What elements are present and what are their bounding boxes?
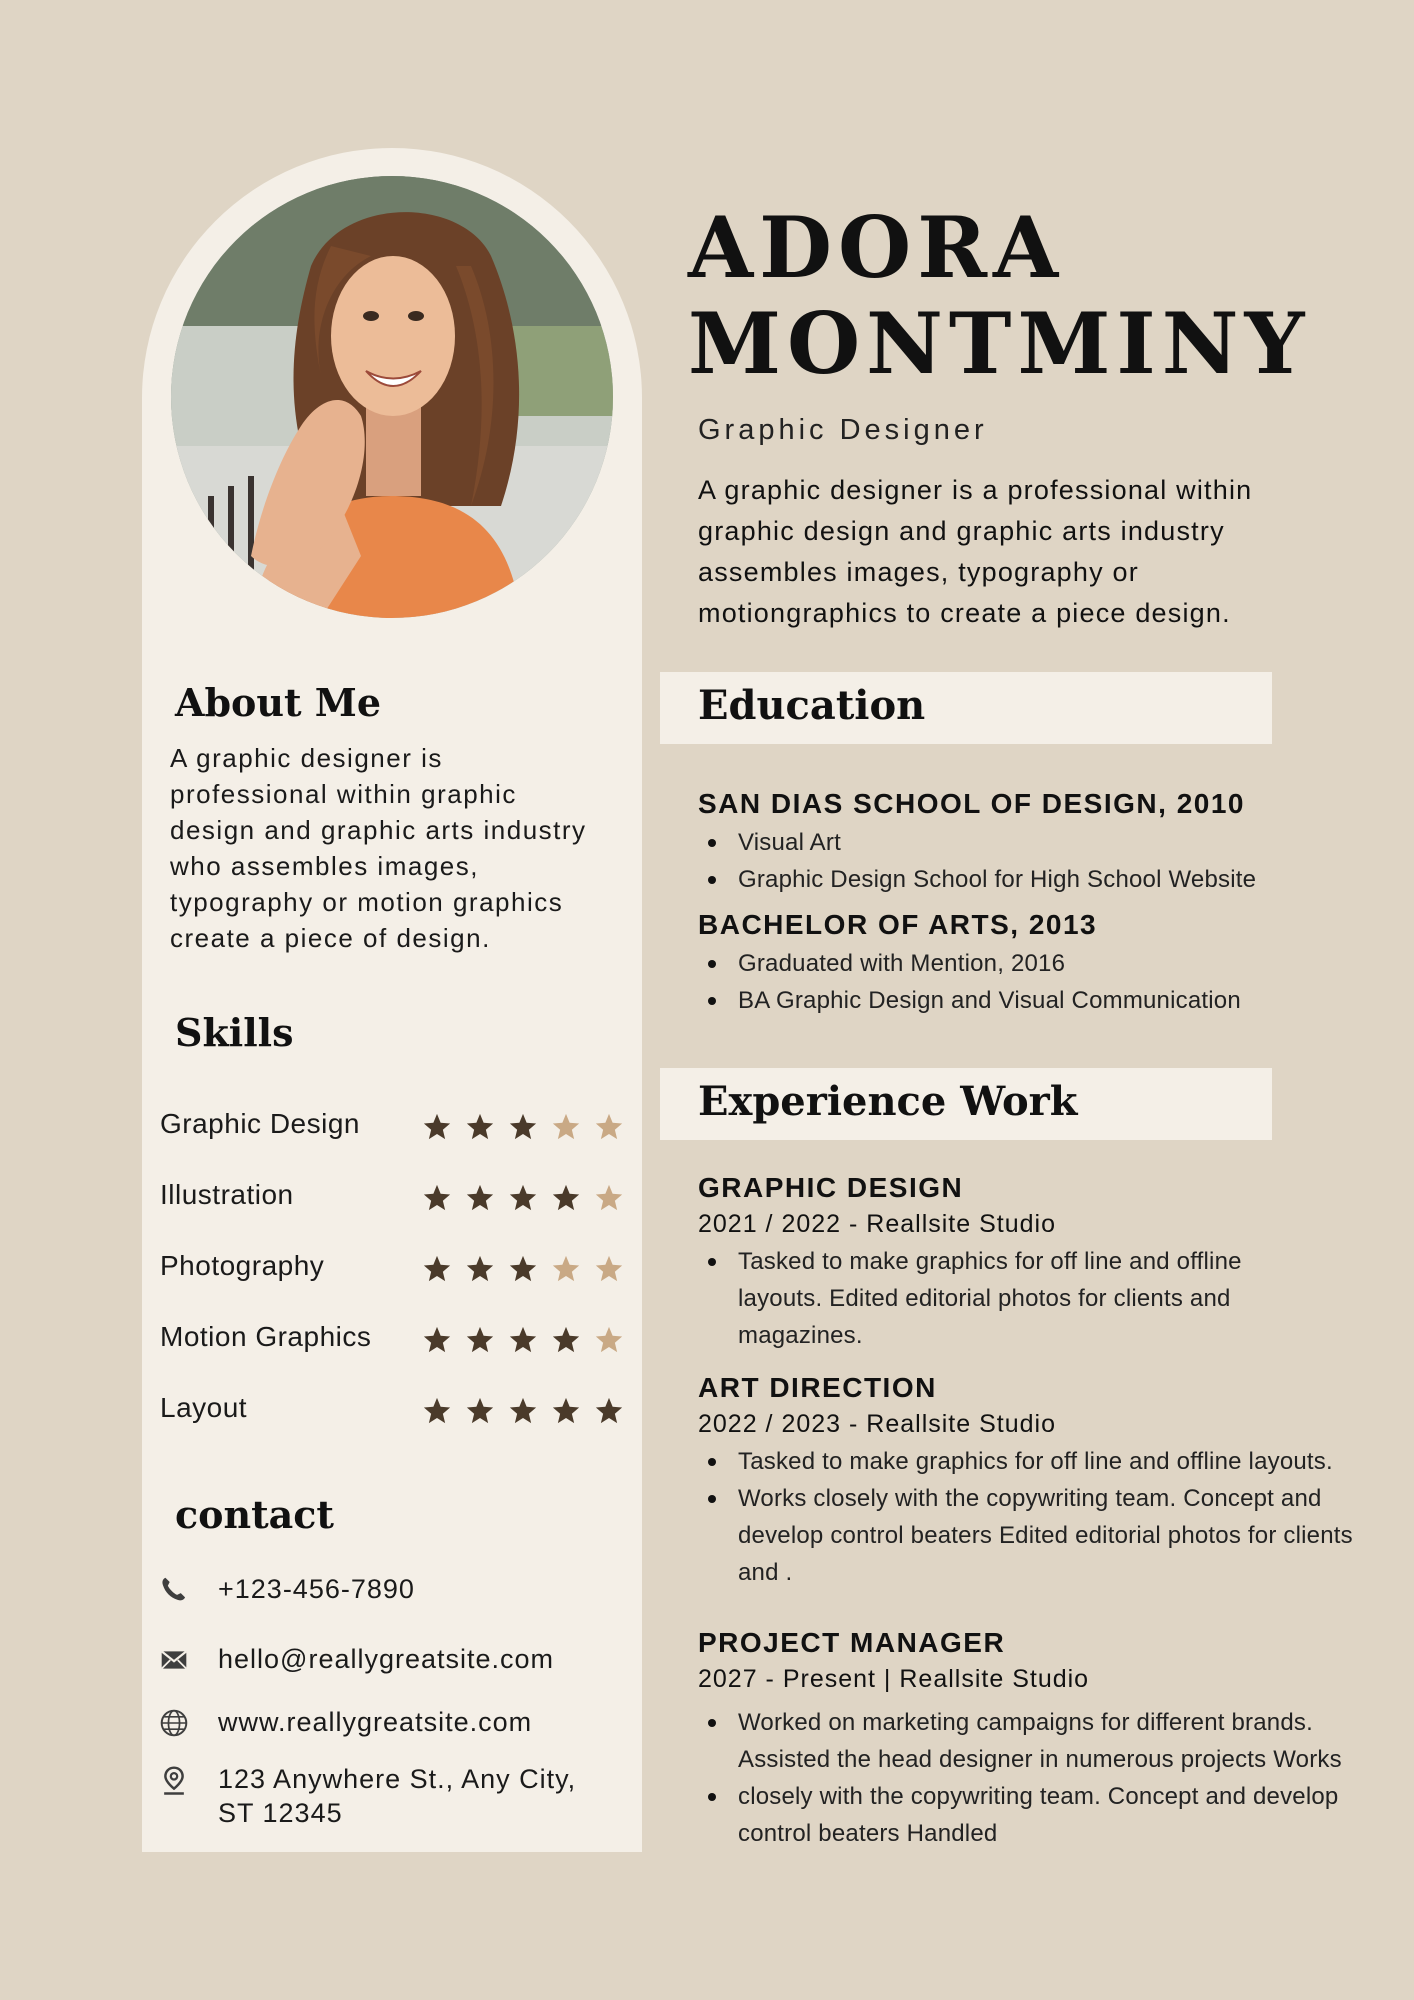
contact-row (158, 1572, 598, 1606)
skill-rating (422, 1254, 624, 1284)
education-bullet: Graduated with Mention, 2016 (698, 945, 1398, 982)
skill-name: Photography (160, 1250, 325, 1281)
star-filled-icon (422, 1112, 452, 1142)
education-heading: SAN DIAS SCHOOL OF DESIGN, 2010 (698, 788, 1245, 819)
star-filled-icon (508, 1325, 538, 1355)
education-band (660, 672, 1272, 744)
profile-summary: A graphic designer is a professional within graphic design and graphic arts industry assembles images, typography or motiongraphics to create a piece design. (698, 475, 1253, 628)
phone-icon (158, 1574, 190, 1606)
star-filled-icon (508, 1396, 538, 1426)
contact-text[interactable]: +123-456-7890 (218, 1574, 415, 1604)
star-filled-icon (465, 1112, 495, 1142)
skill-name: Motion Graphics (160, 1321, 372, 1352)
experience-heading: ART DIRECTION (698, 1372, 937, 1403)
experience-bullet: Tasked to make graphics for off line and offline layouts. (698, 1443, 1398, 1480)
about-text: A graphic designer is professional within graphic design and graphic arts industry who assembles images, typography or motion graphics create a piece of design. (170, 743, 587, 953)
star-filled-icon (465, 1183, 495, 1213)
skill-row (160, 1108, 630, 1179)
star-filled-icon (508, 1254, 538, 1284)
skill-row (160, 1179, 630, 1250)
skill-row (160, 1392, 630, 1463)
education-entry (698, 909, 1398, 1019)
skills-title: Skills (175, 1010, 294, 1055)
skill-name: Layout (160, 1392, 248, 1423)
contact-text[interactable]: www.reallygreatsite.com (218, 1707, 533, 1737)
skill-name: Illustration (160, 1179, 294, 1210)
star-empty-icon (551, 1112, 581, 1142)
education-heading: BACHELOR OF ARTS, 2013 (698, 909, 1098, 940)
star-filled-icon (551, 1396, 581, 1426)
education-title: Education (698, 682, 926, 729)
experience-bullet: Works closely with the copywriting team. Concept and develop control beaters Edited editorial photos for clients and . (698, 1480, 1398, 1591)
star-empty-icon (594, 1254, 624, 1284)
profile-photo-illustration (171, 176, 613, 618)
skill-rating (422, 1396, 624, 1426)
contact-row (158, 1762, 598, 1830)
profile-photo (171, 176, 613, 618)
skill-row (160, 1321, 630, 1392)
star-filled-icon (551, 1183, 581, 1213)
first-name: ADORA (688, 198, 1065, 297)
star-empty-icon (594, 1183, 624, 1213)
star-filled-icon (422, 1183, 452, 1213)
contact-row (158, 1642, 598, 1676)
contact-row (158, 1705, 598, 1739)
star-filled-icon (594, 1396, 624, 1426)
contact-title: contact (175, 1492, 334, 1537)
job-title: Graphic Designer (698, 414, 988, 446)
experience-period: 2027 - Present | Reallsite Studio (698, 1665, 1090, 1693)
experience-bullet: closely with the copywriting team. Concept and develop control beaters Handled (698, 1778, 1398, 1852)
experience-period: 2022 / 2023 - Reallsite Studio (698, 1410, 1056, 1438)
experience-entry (698, 1372, 1398, 1591)
email-icon (158, 1644, 190, 1676)
star-filled-icon (422, 1254, 452, 1284)
experience-entry (698, 1172, 1258, 1354)
skill-name: Graphic Design (160, 1108, 360, 1139)
contact-text[interactable]: hello@reallygreatsite.com (218, 1644, 555, 1674)
experience-bullet: Tasked to make graphics for off line and offline layouts. Edited editorial photos for clients and magazines. (698, 1243, 1258, 1354)
star-filled-icon (551, 1325, 581, 1355)
experience-band (660, 1068, 1272, 1140)
star-empty-icon (594, 1325, 624, 1355)
star-filled-icon (422, 1325, 452, 1355)
star-filled-icon (508, 1112, 538, 1142)
education-entry (698, 788, 1398, 898)
star-empty-icon (551, 1254, 581, 1284)
name-heading (688, 200, 1310, 392)
about-title: About Me (175, 680, 382, 725)
experience-bullet: Worked on marketing campaigns for different brands. Assisted the head designer in numerous projects Works (698, 1704, 1398, 1778)
star-filled-icon (422, 1396, 452, 1426)
experience-entry (698, 1627, 1398, 1852)
contact-text: 123 Anywhere St., Any City, ST 12345 (218, 1764, 577, 1828)
star-empty-icon (594, 1112, 624, 1142)
experience-heading: GRAPHIC DESIGN (698, 1172, 964, 1203)
skill-rating (422, 1183, 624, 1213)
skill-rating (422, 1112, 624, 1142)
experience-heading: PROJECT MANAGER (698, 1627, 1006, 1658)
star-filled-icon (465, 1254, 495, 1284)
skill-rating (422, 1325, 624, 1355)
star-filled-icon (465, 1325, 495, 1355)
experience-title: Experience Work (698, 1078, 1078, 1125)
education-bullet: Graphic Design School for High School Website (698, 861, 1398, 898)
education-bullet: Visual Art (698, 824, 1398, 861)
last-name: MONTMINY (688, 294, 1311, 393)
star-filled-icon (465, 1396, 495, 1426)
skill-row (160, 1250, 630, 1321)
star-filled-icon (508, 1183, 538, 1213)
education-bullet: BA Graphic Design and Visual Communication (698, 982, 1398, 1019)
globe-icon (158, 1707, 190, 1739)
location-pin-icon (158, 1764, 190, 1796)
experience-period: 2021 / 2022 - Reallsite Studio (698, 1210, 1056, 1238)
skills-list (160, 1108, 630, 1463)
